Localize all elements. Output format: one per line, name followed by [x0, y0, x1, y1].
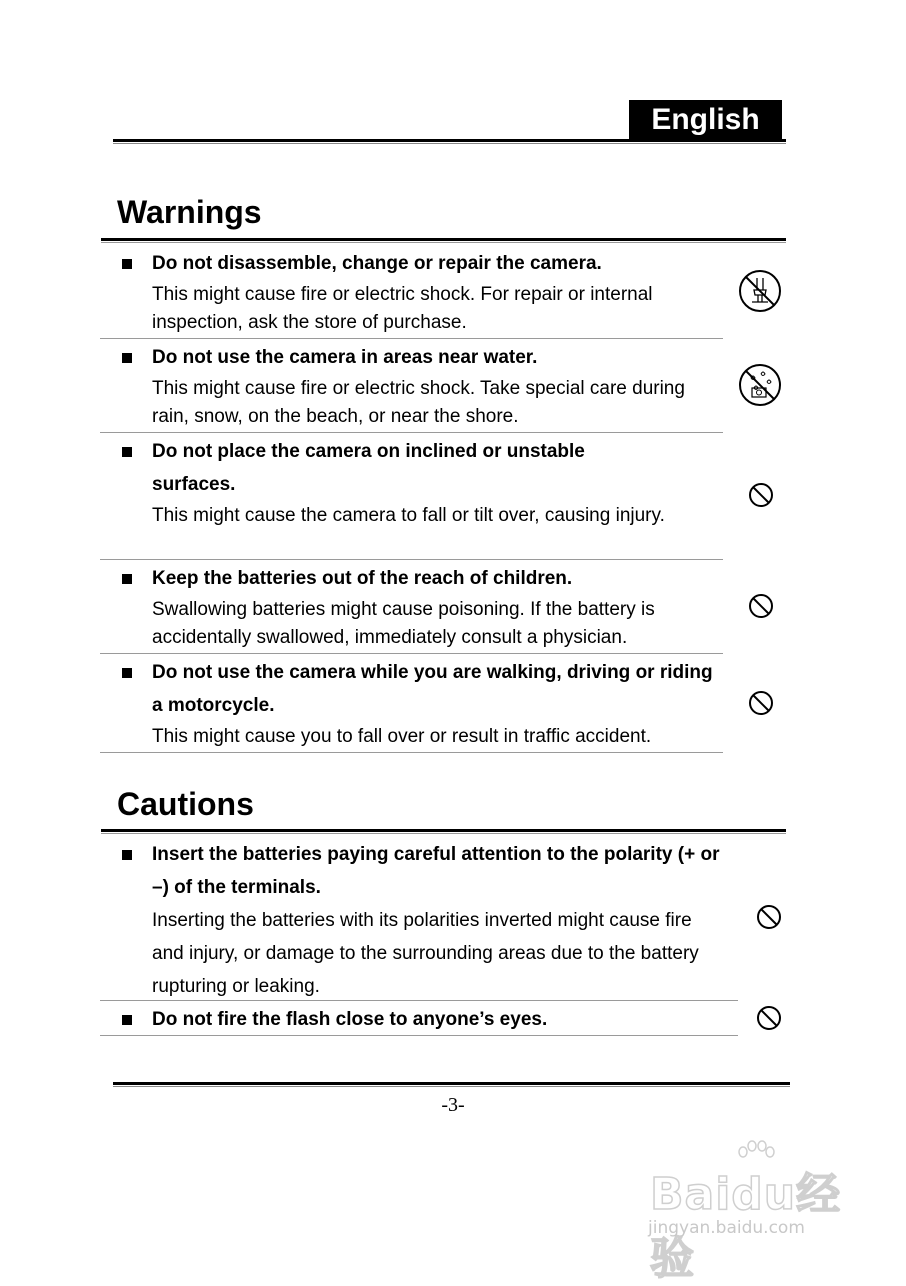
warning-item	[100, 559, 723, 654]
footer-rule	[113, 1082, 790, 1085]
language-badge: English	[629, 100, 782, 139]
bullet-icon	[122, 574, 132, 584]
warning-title: Do not disassemble, change or repair the camera.	[152, 253, 602, 274]
bullet-icon	[122, 447, 132, 457]
cautions-rule-shadow	[101, 833, 786, 834]
warnings-rule	[101, 238, 786, 241]
prohibition-icon	[748, 690, 774, 716]
header-rule-shadow	[113, 143, 786, 144]
no-disassemble-icon	[737, 268, 783, 314]
warning-item	[100, 244, 723, 339]
cautions-rule	[101, 829, 786, 832]
bullet-icon	[122, 259, 132, 269]
warning-title: Do not use the camera in areas near water.	[152, 347, 538, 368]
bullet-icon	[122, 850, 132, 860]
warning-item	[100, 338, 723, 433]
warning-body: This might cause fire or electric shock. Take special care during rain, snow, on the beach, or near the shore.	[152, 378, 685, 427]
prohibition-icon	[756, 1005, 782, 1031]
caution-item	[100, 835, 738, 1001]
warning-item	[100, 432, 723, 560]
prohibition-icon	[756, 904, 782, 930]
page-number: -3-	[441, 1094, 465, 1116]
header-rule	[113, 139, 786, 142]
watermark-brand: Baidu经验	[650, 1169, 842, 1284]
bullet-icon	[122, 668, 132, 678]
cautions-heading: Cautions	[117, 786, 254, 822]
warning-title: Keep the batteries out of the reach of children.	[152, 568, 573, 589]
caution-body: Inserting the batteries with its polarities inverted might cause fire and injury, or damage to the surrounding areas due to the battery rupturing or leaking.	[152, 910, 699, 997]
warning-body: This might cause you to fall over or result in traffic accident.	[152, 726, 652, 747]
caution-title: Do not fire the flash close to anyone’s eyes.	[152, 1009, 548, 1030]
bullet-icon	[122, 353, 132, 363]
warning-body: This might cause the camera to fall or tilt over, causing injury.	[152, 505, 665, 526]
baidu-watermark	[640, 1140, 860, 1284]
watermark-url: jingyan.baidu.com	[648, 1218, 805, 1238]
warning-title: Do not place the camera on inclined or unstable surfaces.	[152, 441, 585, 495]
no-water-icon	[737, 362, 783, 408]
prohibition-icon	[748, 593, 774, 619]
footer-rule-shadow	[113, 1086, 790, 1087]
caution-item	[100, 1000, 738, 1036]
warnings-heading: Warnings	[117, 194, 262, 230]
prohibition-icon	[748, 482, 774, 508]
caution-title: Insert the batteries paying careful attention to the polarity (+ or –) of the terminals.	[152, 844, 720, 898]
warning-body: Swallowing batteries might cause poisoning. If the battery is accidentally swallowed, immediately consult a physician.	[152, 599, 655, 648]
warning-title: Do not use the camera while you are walking, driving or riding a motorcycle.	[152, 662, 713, 716]
bullet-icon	[122, 1015, 132, 1025]
warnings-rule-shadow	[101, 242, 786, 243]
warning-item	[100, 653, 723, 753]
warning-body: This might cause fire or electric shock. For repair or internal inspection, ask the store of purchase.	[152, 284, 653, 333]
